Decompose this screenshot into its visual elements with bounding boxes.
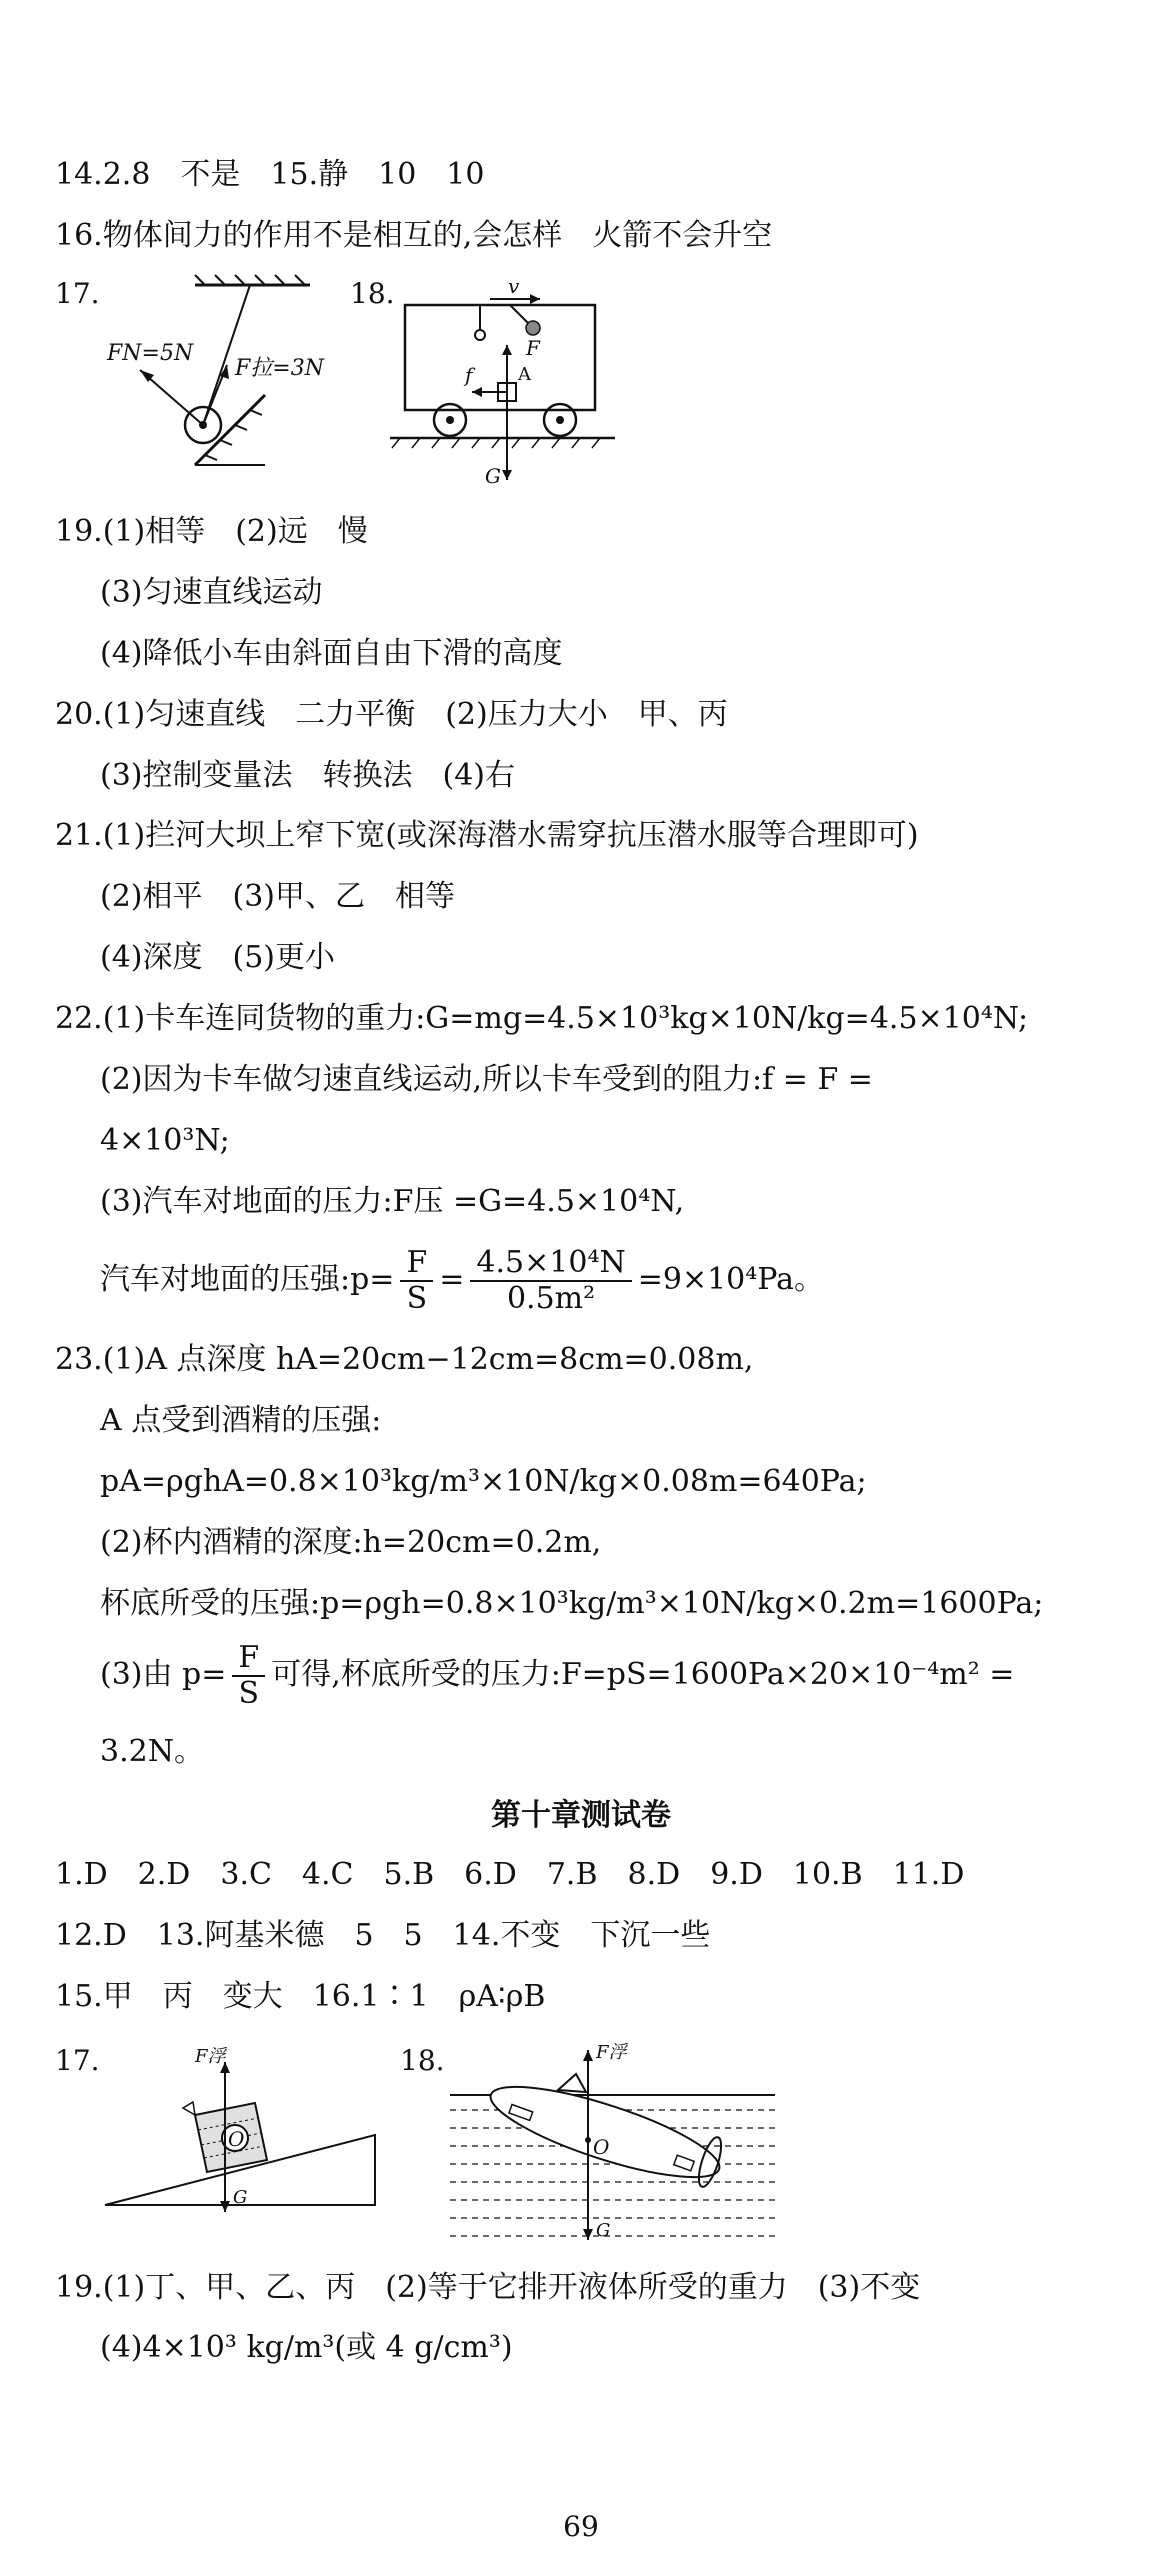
- figure-17-fn-label: FN=5N: [107, 341, 194, 366]
- figure-18-number: 18.: [350, 277, 395, 310]
- section-heading: 第十章测试卷: [491, 1798, 671, 1833]
- part3-suffix: 可得,杯底所受的压力:F=pS=1600Pa×20×10⁻⁴m² =: [271, 1657, 1015, 1692]
- pressure-result: =9×10⁴Pa。: [637, 1262, 825, 1297]
- answer-23-part1-b: A 点受到酒精的压强:: [100, 1403, 382, 1438]
- figure-c17-G-label: G: [233, 2187, 248, 2208]
- answer-16: 16.物体间力的作用不是相互的,会怎样 火箭不会升空: [55, 218, 773, 253]
- answer-22-pressure-equation: [100, 1240, 824, 1320]
- answer-21-part2: (2)相平 (3)甲、乙 相等: [100, 879, 455, 914]
- chapter10-answer-19-part4: (4)4×10³ kg/m³(或 4 g/cm³): [100, 2330, 513, 2365]
- chapter10-answers-1-11: 1.D 2.D 3.C 4.C 5.B 6.D 7.B 8.D 9.D 10.B 11.D: [55, 1857, 965, 1892]
- figure-c17-O-label: O: [228, 2127, 245, 2151]
- figure-18-v-label: v: [508, 274, 520, 298]
- fraction-values: [470, 1246, 631, 1316]
- answer-22-part3: (3)汽车对地面的压力:F压 =G=4.5×10⁴N,: [100, 1184, 685, 1219]
- answer-23-part1: 23.(1)A 点深度 hA=20cm−12cm=8cm=0.08m,: [55, 1342, 754, 1377]
- fraction-numerator: F: [400, 1246, 433, 1282]
- chapter10-answers-15-16: 15.甲 丙 变大 16.1∶1 ρA∶ρB: [55, 1979, 546, 2014]
- answer-21-part4: (4)深度 (5)更小: [100, 940, 335, 975]
- answer-23-part1-c: pA=ρghA=0.8×10³kg/m³×10N/kg×0.08m=640Pa;: [100, 1464, 867, 1499]
- figure-18-A-label: A: [518, 364, 531, 385]
- answer-19-part1: 19.(1)相等 (2)远 慢: [55, 514, 368, 549]
- figure-18-G-label: G: [485, 464, 501, 488]
- answer-20-part1: 20.(1)匀速直线 二力平衡 (2)压力大小 甲、丙: [55, 697, 728, 732]
- answer-22-part2: (2)因为卡车做匀速直线运动,所以卡车受到的阻力:f = F =: [100, 1062, 873, 1097]
- figure-17-flap-label: F拉=3N: [235, 356, 324, 381]
- answer-21-part1: 21.(1)拦河大坝上窄下宽(或深海潜水需穿抗压潜水服等合理即可): [55, 818, 919, 853]
- figure-18-F-label: F: [526, 336, 540, 360]
- answer-19-part4: (4)降低小车由斜面自由下滑的高度: [100, 636, 563, 671]
- figure-c17-cup-on-slope: [55, 2040, 385, 2220]
- figure-c17-number: 17.: [55, 2044, 100, 2077]
- answer-23-part2: (2)杯内酒精的深度:h=20cm=0.2m,: [100, 1525, 602, 1560]
- figure-18-cart: [350, 275, 650, 505]
- figure-17-number: 17.: [55, 277, 100, 310]
- fraction-denominator: S: [406, 1281, 428, 1316]
- answer-20-part3: (3)控制变量法 转换法 (4)右: [100, 758, 515, 793]
- answer-23-part3-cont: 3.2N。: [100, 1734, 204, 1769]
- fraction-numerator: F: [232, 1641, 265, 1677]
- answer-19-part3: (3)匀速直线运动: [100, 575, 323, 610]
- figure-c18-number: 18.: [400, 2044, 445, 2077]
- pressure-prefix: 汽车对地面的压强:p=: [100, 1262, 395, 1297]
- fraction-f-over-s: [400, 1246, 433, 1316]
- chapter10-answer-19-part1: 19.(1)丁、甲、乙、丙 (2)等于它排开液体所受的重力 (3)不变: [55, 2270, 921, 2305]
- figure-18-f-label: f: [465, 363, 473, 387]
- page-number: 69: [563, 2510, 599, 2543]
- answer-23-part3: [100, 1635, 1014, 1715]
- fraction-numerator: 4.5×10⁴N: [470, 1246, 631, 1282]
- figure-c17-Fbuoy-label: F浮: [195, 2046, 226, 2067]
- figure-17-incline-ball: [55, 275, 355, 475]
- figure-c18-G-label: G: [596, 2220, 611, 2241]
- answer-23-part2-b: 杯底所受的压强:p=ρgh=0.8×10³kg/m³×10N/kg×0.2m=1600Pa;: [100, 1586, 1044, 1621]
- answer-22-part1: 22.(1)卡车连同货物的重力:G=mg=4.5×10³kg×10N/kg=4.5×10⁴N;: [55, 1001, 1029, 1036]
- equals-sign: =: [439, 1262, 465, 1297]
- fraction-denominator: 0.5m²: [506, 1281, 596, 1316]
- fraction-f-over-s: [232, 1641, 265, 1711]
- answer-14-15: 14.2.8 不是 15.静 10 10: [55, 157, 485, 192]
- figure-c18-O-label: O: [593, 2135, 610, 2159]
- figure-c18-Fbuoy-label: F浮: [596, 2042, 627, 2063]
- chapter10-answers-12-14: 12.D 13.阿基米德 5 5 14.不变 下沉一些: [55, 1918, 711, 1953]
- figure-c18-submarine: [400, 2040, 800, 2250]
- answer-22-part2-cont: 4×10³N;: [100, 1123, 230, 1158]
- part3-prefix: (3)由 p=: [100, 1657, 227, 1692]
- fraction-denominator: S: [238, 1676, 260, 1711]
